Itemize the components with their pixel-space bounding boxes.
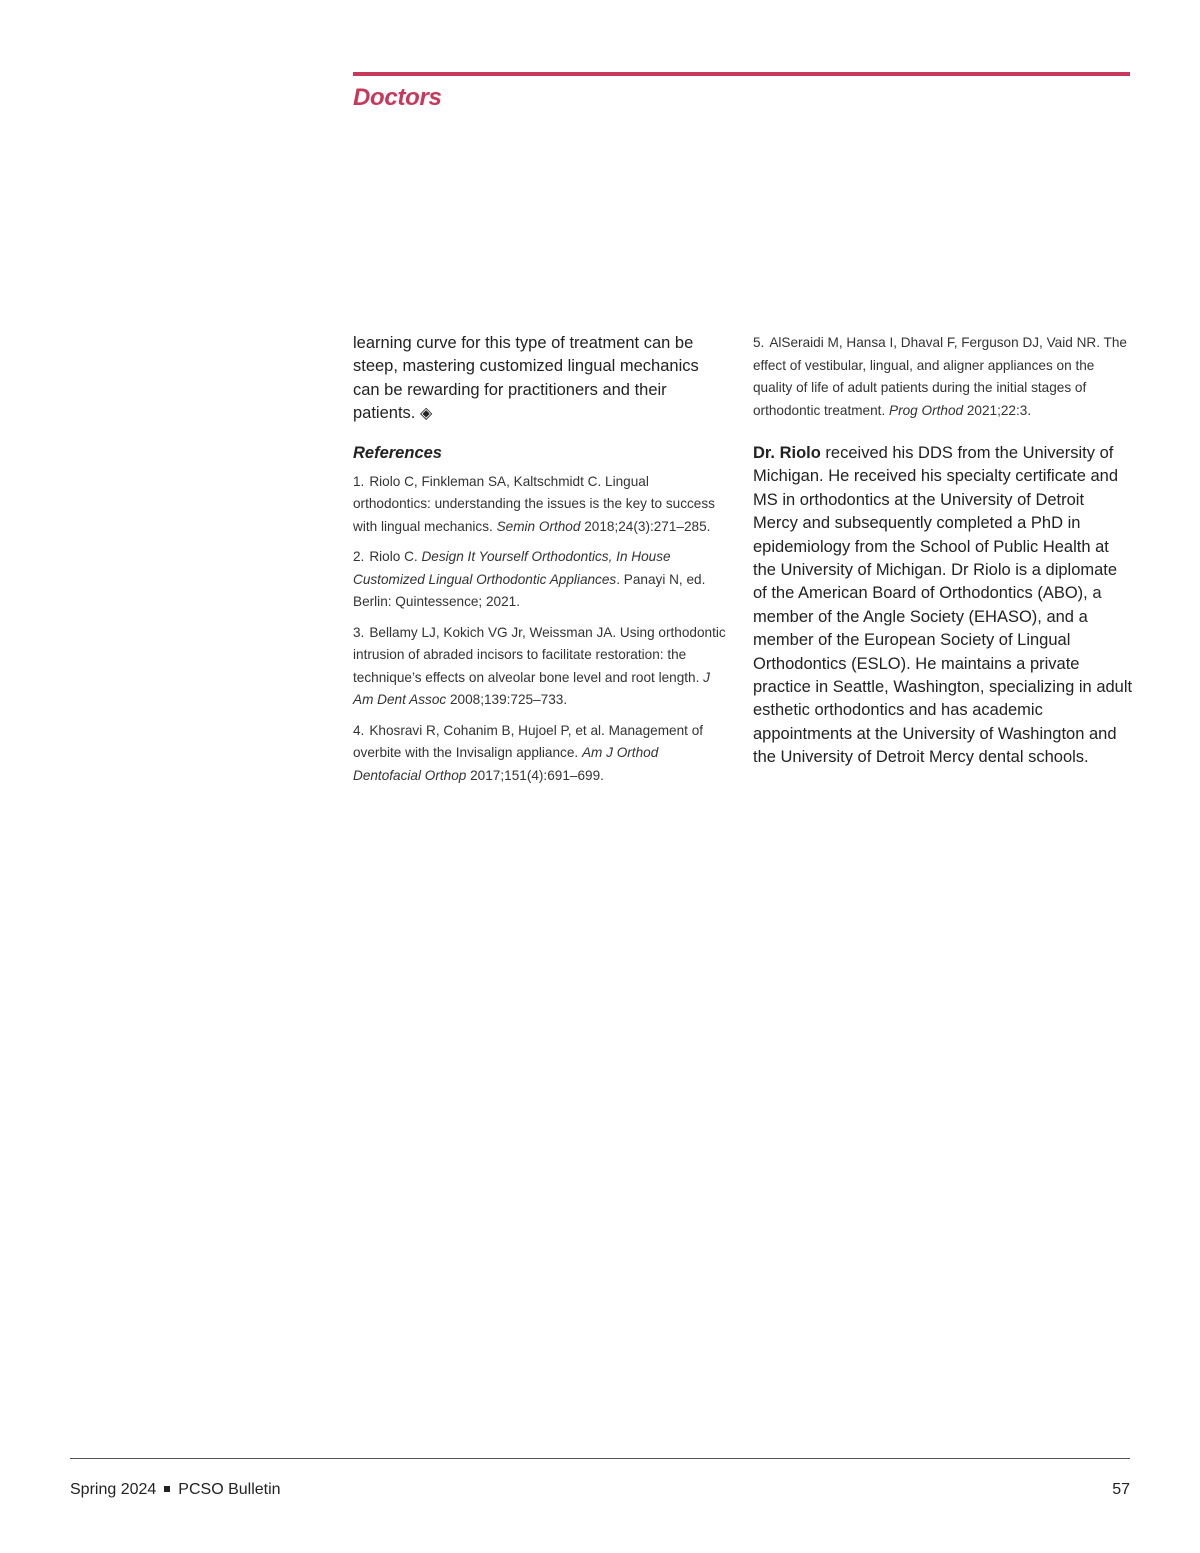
references-heading: References	[353, 443, 442, 462]
reference-details: 2017;151(4):691–699.	[466, 767, 604, 783]
reference-authors-title: Bellamy LJ, Kokich VG Jr, Weissman JA. Using orthodontic intrusion of abraded incisors to facilitate restoration: the technique’s effects on alveolar bone level and root length.	[353, 624, 726, 685]
closing-paragraph	[353, 332, 728, 426]
reference-details: 2018;24(3):271–285.	[580, 518, 711, 534]
section-title: Doctors	[353, 84, 442, 111]
author-bio	[753, 442, 1133, 770]
reference-item	[353, 720, 728, 788]
reference-item	[353, 622, 728, 712]
reference-number: 5.	[753, 335, 765, 350]
footer-rule	[70, 1458, 1130, 1459]
reference-item	[353, 471, 728, 539]
end-mark-icon: ◈	[419, 405, 433, 423]
reference-journal: Prog Orthod	[889, 402, 964, 418]
reference-journal: J Am Dent Assoc	[353, 669, 710, 708]
reference-number: 4.	[353, 722, 365, 738]
square-bullet-icon	[164, 1486, 170, 1492]
reference-details: 2008;139:725–733.	[446, 692, 568, 708]
reference-authors-title: AlSeraidi M, Hansa I, Dhaval F, Ferguson DJ, Vaid NR. The effect of vestibular, lingual, and aligner appliances on the quality of life of adult patients during the initial stages of orthodontic treatment.	[753, 335, 1127, 418]
footer-issue: Spring 2024	[70, 1481, 157, 1498]
reference-number: 1.	[353, 473, 365, 489]
reference-journal: Semin Orthod	[496, 518, 581, 534]
reference-authors-title: Khosravi R, Cohanim B, Hujoel P, et al. Management of overbite with the Invisalign appliance.	[353, 722, 704, 761]
author-name: Dr. Riolo	[753, 444, 821, 462]
reference-item	[353, 546, 728, 614]
reference-journal: Am J Orthod Dentofacial Orthop	[353, 745, 659, 783]
reference-details: . Panayi N, ed. Berlin: Quintessence; 2021.	[353, 571, 706, 610]
page-number: 57	[1112, 1481, 1130, 1498]
header-rule	[353, 72, 1130, 76]
footer-publication-name: PCSO Bulletin	[178, 1481, 281, 1498]
reference-details: 2021;22:3.	[963, 402, 1032, 418]
reference-number: 3.	[353, 624, 365, 640]
right-column	[753, 332, 1133, 770]
reference-authors-title: Riolo C.	[369, 549, 422, 565]
closing-paragraph-text: learning curve for this type of treatment can be steep, mastering customized lingual mechanics can be rewarding for practitioners and their patients.	[353, 334, 699, 423]
reference-journal: Design It Yourself Orthodontics, In House Customized Lingual Orthodontic Appliances	[353, 549, 671, 587]
reference-item	[753, 332, 1133, 422]
left-column	[353, 332, 728, 795]
reference-authors-title: Riolo C, Finkleman SA, Kaltschmidt C. Lingual orthodontics: understanding the issues is the key to success with lingual mechanics.	[353, 473, 715, 534]
footer-publication	[70, 1481, 281, 1499]
author-bio-text: received his DDS from the University of Michigan. He received his specialty certificate and MS in orthodontics at the University of Detroit Mercy and subsequently completed a PhD in epidemiology from the School of Public Health at the University of Michigan. Dr Riolo is a diplomate of the American Board of Orthodontics (ABO), a member of the Angle Society (EHASO), and a member of the European Society of Lingual Orthodontics (ESLO). He maintains a private practice in Seattle, Washington, specializing in adult esthetic orthodontics and has academic appointments at the University of Washington and the University of Detroit Mercy dental schools.	[753, 444, 1133, 767]
reference-number: 2.	[353, 549, 365, 565]
